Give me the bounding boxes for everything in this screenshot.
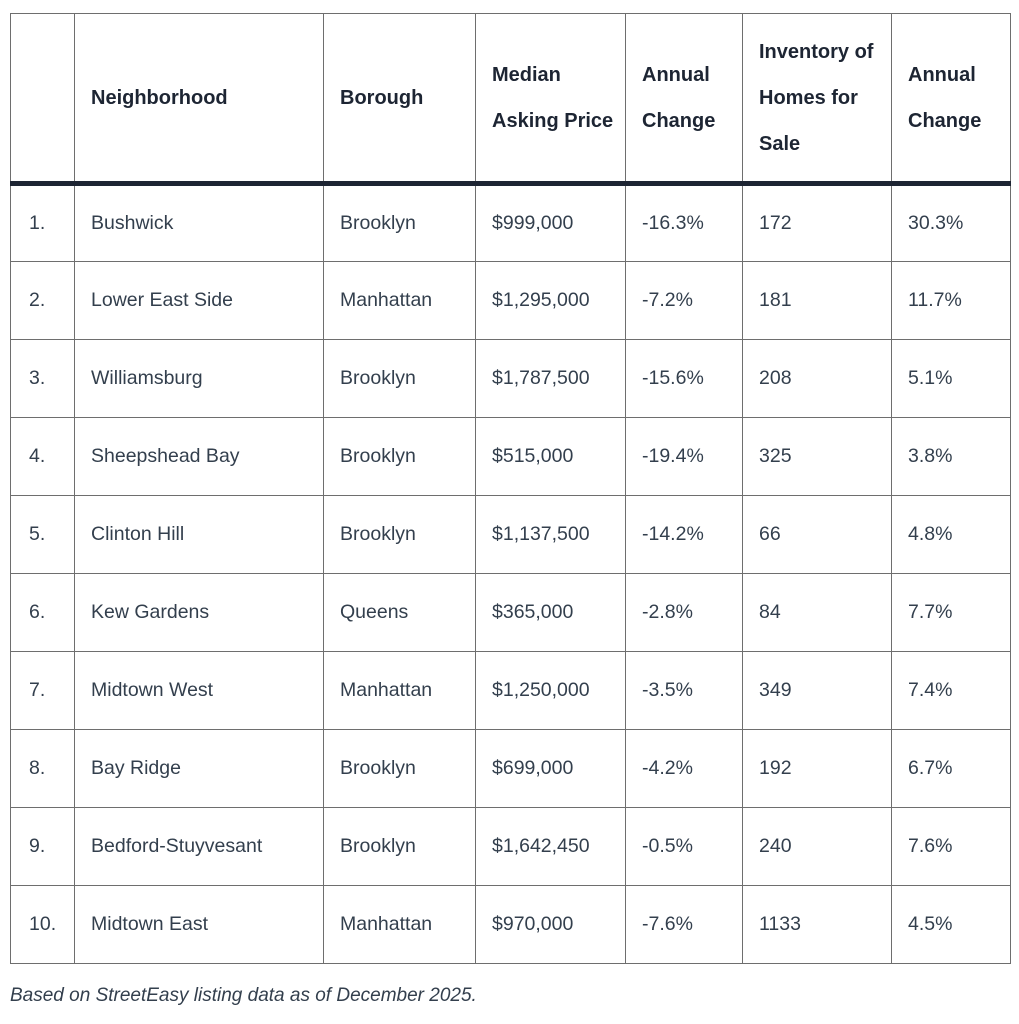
- table-row: [11, 262, 1011, 340]
- cell-median-asking-price: $699,000: [476, 730, 626, 808]
- cell-rank: 3.: [11, 340, 75, 418]
- cell-annual-change-price: -4.2%: [626, 730, 743, 808]
- cell-inventory: 325: [743, 418, 892, 496]
- col-header-borough: Borough: [324, 14, 476, 184]
- cell-rank: 10.: [11, 886, 75, 964]
- cell-rank: 2.: [11, 262, 75, 340]
- cell-annual-change-inventory: 3.8%: [892, 418, 1011, 496]
- cell-borough: Brooklyn: [324, 496, 476, 574]
- cell-inventory: 1133: [743, 886, 892, 964]
- col-header-annual-change-price: Annual Change: [626, 14, 743, 184]
- cell-annual-change-price: -7.6%: [626, 886, 743, 964]
- footnote: Based on StreetEasy listing data as of December 2025.: [10, 985, 477, 1006]
- cell-rank: 5.: [11, 496, 75, 574]
- cell-annual-change-price: -7.2%: [626, 262, 743, 340]
- col-header-annual-change-inventory: Annual Change: [892, 14, 1011, 184]
- cell-borough: Manhattan: [324, 262, 476, 340]
- cell-median-asking-price: $1,787,500: [476, 340, 626, 418]
- cell-inventory: 172: [743, 184, 892, 262]
- cell-median-asking-price: $1,642,450: [476, 808, 626, 886]
- cell-neighborhood: Clinton Hill: [75, 496, 324, 574]
- table-body: [11, 184, 1011, 964]
- cell-median-asking-price: $1,295,000: [476, 262, 626, 340]
- col-header-neighborhood: Neighborhood: [75, 14, 324, 184]
- cell-inventory: 208: [743, 340, 892, 418]
- cell-inventory: 181: [743, 262, 892, 340]
- col-header-rank: [11, 14, 75, 184]
- cell-annual-change-inventory: 5.1%: [892, 340, 1011, 418]
- cell-median-asking-price: $1,250,000: [476, 652, 626, 730]
- col-header-median-asking-price: Median Asking Price: [476, 14, 626, 184]
- cell-annual-change-price: -3.5%: [626, 652, 743, 730]
- cell-inventory: 240: [743, 808, 892, 886]
- cell-annual-change-price: -2.8%: [626, 574, 743, 652]
- cell-median-asking-price: $970,000: [476, 886, 626, 964]
- cell-neighborhood: Sheepshead Bay: [75, 418, 324, 496]
- cell-annual-change-inventory: 7.7%: [892, 574, 1011, 652]
- cell-rank: 1.: [11, 184, 75, 262]
- cell-inventory: 84: [743, 574, 892, 652]
- header-row: [11, 14, 1011, 184]
- table-row: [11, 652, 1011, 730]
- cell-neighborhood: Midtown East: [75, 886, 324, 964]
- cell-annual-change-inventory: 7.6%: [892, 808, 1011, 886]
- cell-borough: Brooklyn: [324, 418, 476, 496]
- cell-annual-change-inventory: 7.4%: [892, 652, 1011, 730]
- cell-neighborhood: Bushwick: [75, 184, 324, 262]
- neighborhood-price-table: [10, 13, 1011, 964]
- cell-median-asking-price: $515,000: [476, 418, 626, 496]
- cell-annual-change-price: -16.3%: [626, 184, 743, 262]
- table-row: [11, 886, 1011, 964]
- table-row: [11, 184, 1011, 262]
- cell-annual-change-inventory: 4.5%: [892, 886, 1011, 964]
- cell-borough: Brooklyn: [324, 340, 476, 418]
- cell-borough: Manhattan: [324, 652, 476, 730]
- table-header: [11, 14, 1011, 184]
- cell-borough: Manhattan: [324, 886, 476, 964]
- cell-inventory: 349: [743, 652, 892, 730]
- cell-borough: Brooklyn: [324, 808, 476, 886]
- cell-rank: 4.: [11, 418, 75, 496]
- cell-annual-change-price: -19.4%: [626, 418, 743, 496]
- table-row: [11, 496, 1011, 574]
- cell-annual-change-inventory: 30.3%: [892, 184, 1011, 262]
- cell-annual-change-inventory: 4.8%: [892, 496, 1011, 574]
- cell-neighborhood: Midtown West: [75, 652, 324, 730]
- cell-borough: Queens: [324, 574, 476, 652]
- col-header-inventory: Inventory of Homes for Sale: [743, 14, 892, 184]
- cell-median-asking-price: $999,000: [476, 184, 626, 262]
- cell-rank: 8.: [11, 730, 75, 808]
- cell-borough: Brooklyn: [324, 184, 476, 262]
- cell-rank: 9.: [11, 808, 75, 886]
- cell-rank: 7.: [11, 652, 75, 730]
- cell-neighborhood: Williamsburg: [75, 340, 324, 418]
- cell-annual-change-price: -15.6%: [626, 340, 743, 418]
- cell-inventory: 66: [743, 496, 892, 574]
- cell-median-asking-price: $1,137,500: [476, 496, 626, 574]
- table-row: [11, 574, 1011, 652]
- cell-annual-change-inventory: 11.7%: [892, 262, 1011, 340]
- cell-inventory: 192: [743, 730, 892, 808]
- table-row: [11, 730, 1011, 808]
- cell-rank: 6.: [11, 574, 75, 652]
- cell-median-asking-price: $365,000: [476, 574, 626, 652]
- cell-neighborhood: Bay Ridge: [75, 730, 324, 808]
- cell-neighborhood: Bedford-Stuyvesant: [75, 808, 324, 886]
- cell-neighborhood: Lower East Side: [75, 262, 324, 340]
- table-row: [11, 808, 1011, 886]
- table-row: [11, 418, 1011, 496]
- cell-neighborhood: Kew Gardens: [75, 574, 324, 652]
- cell-borough: Brooklyn: [324, 730, 476, 808]
- cell-annual-change-price: -0.5%: [626, 808, 743, 886]
- cell-annual-change-price: -14.2%: [626, 496, 743, 574]
- cell-annual-change-inventory: 6.7%: [892, 730, 1011, 808]
- table-row: [11, 340, 1011, 418]
